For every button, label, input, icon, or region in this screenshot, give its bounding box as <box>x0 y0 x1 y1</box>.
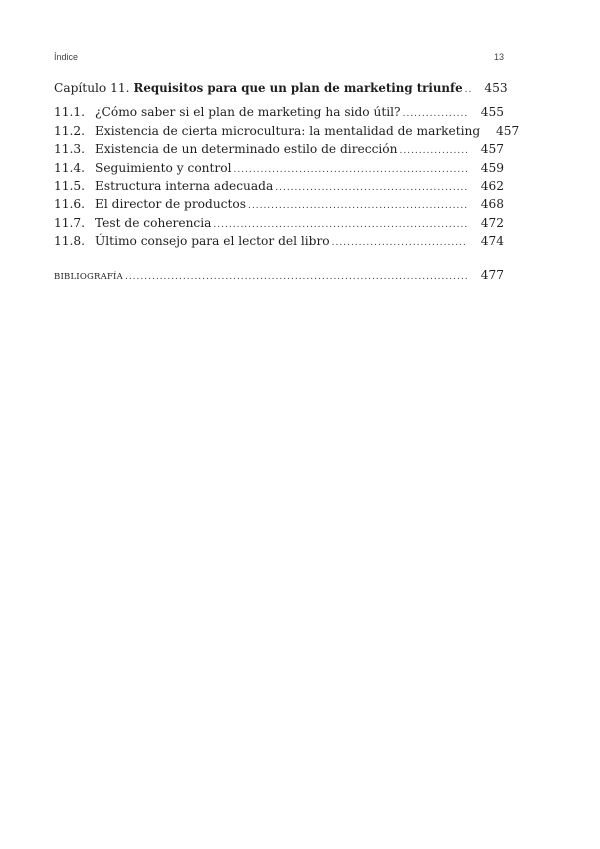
entry-title: Seguimiento y control <box>95 160 232 175</box>
dot-leader <box>213 217 467 233</box>
toc-entry-row[interactable] <box>54 123 520 141</box>
chapter-page-number: 453 <box>484 81 508 95</box>
entry-title: Último consejo para el lector del libro <box>95 234 330 249</box>
header-page-number: 13 <box>493 52 504 62</box>
entry-page-number: 462 <box>480 179 504 194</box>
dot-leader <box>403 106 467 122</box>
toc-bibliography-row[interactable] <box>54 267 504 285</box>
toc-entries <box>54 104 520 251</box>
toc-entry-row[interactable] <box>54 215 504 233</box>
entry-title: Existencia de un determinado estilo de dirección <box>95 142 398 157</box>
entry-page-number: 474 <box>480 234 504 249</box>
table-of-contents <box>54 80 520 285</box>
toc-entry-row[interactable] <box>54 233 504 251</box>
entry-page-number: 468 <box>480 197 504 212</box>
dot-leader <box>125 269 467 285</box>
entry-title: ¿Cómo saber si el plan de marketing ha sido útil? <box>95 105 401 120</box>
entry-number: 11.1. <box>54 105 86 120</box>
entry-page-number: 459 <box>480 160 504 175</box>
toc-entry-row[interactable] <box>54 196 504 214</box>
entry-number: 11.6. <box>54 197 86 212</box>
toc-entry-row[interactable] <box>54 160 504 178</box>
dot-leader <box>248 198 467 214</box>
entry-number: 11.4. <box>54 160 86 175</box>
entry-number: 11.5. <box>54 179 86 194</box>
entry-page-number: 472 <box>480 215 504 230</box>
bibliography-title: BIBLIOGRAFÍA <box>54 271 123 282</box>
entry-title: Existencia de cierta microcultura: la mentalidad de marketing <box>95 123 481 138</box>
entry-title: Test de coherencia <box>95 215 212 230</box>
toc-entry-row[interactable] <box>54 141 504 159</box>
entry-page-number: 455 <box>480 105 504 120</box>
dot-leader <box>465 82 471 98</box>
header-section-title: Índice <box>54 52 79 62</box>
entry-number: 11.3. <box>54 142 86 157</box>
bibliography-page-number: 477 <box>480 267 504 282</box>
entry-number: 11.2. <box>54 123 86 138</box>
entry-page-number: 457 <box>495 123 520 138</box>
entry-page-number: 457 <box>480 142 504 157</box>
entry-number: 11.7. <box>54 215 86 230</box>
toc-entry-row[interactable] <box>54 178 504 196</box>
dot-leader <box>332 235 467 251</box>
toc-chapter-row[interactable] <box>54 80 508 98</box>
entry-title: El director de productos <box>95 197 246 212</box>
entry-number: 11.8. <box>54 234 86 249</box>
dot-leader <box>275 180 467 196</box>
chapter-label: Capítulo 11. <box>54 81 130 95</box>
dot-leader <box>399 143 467 159</box>
toc-entry-row[interactable] <box>54 104 504 122</box>
entry-title: Estructura interna adecuada <box>95 179 274 194</box>
chapter-title: Requisitos para que un plan de marketing triunfe <box>133 81 463 95</box>
dot-leader <box>233 162 467 178</box>
